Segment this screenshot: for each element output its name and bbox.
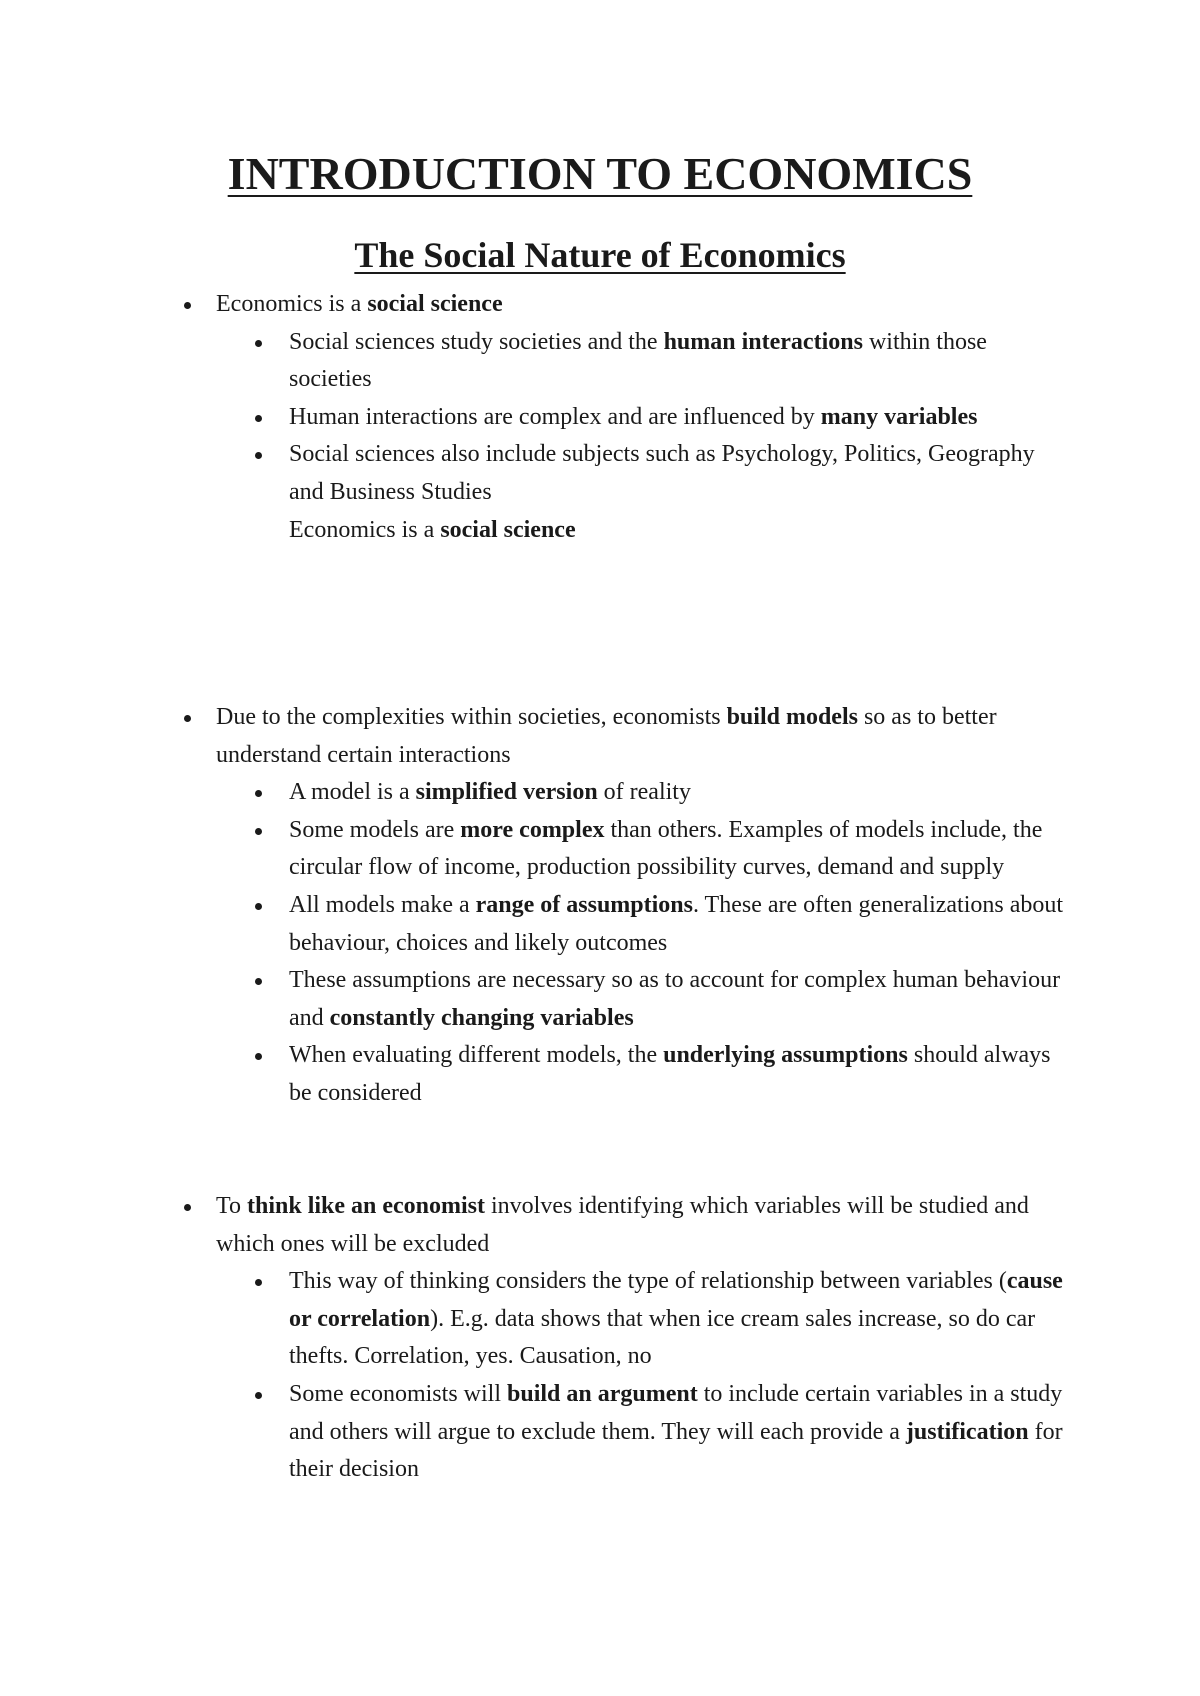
text-run: Human interactions are complex and are influenced by [289,403,821,430]
text-run: than others. Examples of models include, the circular flow of income, production possibility curves, demand and supply [289,816,1043,881]
bold-text: range of assumptions [475,891,693,918]
text-run: Some economists will [289,1380,507,1407]
text-run: A model is a [289,779,416,806]
bold-text: social science [367,291,503,317]
text-run: ). E.g. data shows that when ice cream sales increase, so do car thefts. Correlation, yes. Causation, no [289,1305,1036,1370]
list-item [0,286,1066,324]
list-item [0,1188,1066,1263]
sub-list-item [0,774,1069,812]
sub-list-item [0,962,1069,1037]
bold-text: many variables [820,403,978,430]
text-run: Some models are [289,816,461,843]
bold-text: build an argument [507,1380,698,1407]
sub-list-item [0,1263,1069,1376]
sub-list-item [0,1037,1069,1112]
text-run: within those societies [289,328,987,393]
bold-text: think like an economist [246,1193,486,1219]
text-run: All models make a [289,891,476,918]
text-run: should always be considered [289,1042,1051,1106]
text-run: . These are often generalizations about behaviour, choices and likely outcomes [289,891,1064,956]
sub-list-item [0,887,1069,962]
bullet-icon [255,340,262,347]
bullet-icon [255,1053,262,1060]
text-run: involves identifying which variables will be studied and which ones will be excluded [216,1193,1029,1257]
bullet-icon [255,1279,262,1286]
page-title: INTRODUCTION TO ECONOMICS [227,148,973,199]
bullet-icon [255,978,262,985]
bold-text: constantly changing variables [329,1004,634,1031]
bold-text: cause or correlation [289,1268,1063,1332]
continuation-line [0,512,1069,550]
text-run: Economics is a [216,291,368,317]
bullet-icon [255,452,262,459]
bullet-icon [255,903,262,910]
text-run: of reality [597,779,691,806]
bullet-icon [255,828,262,835]
bullet-icon [184,715,191,722]
text-run: These assumptions are necessary so as to account for complex human behaviour and [289,967,1061,1031]
text-run: This way of thinking considers the type of relationship between variables ( [289,1268,1007,1295]
bold-text: social science [440,516,576,543]
text-run: to include certain variables in a study and others will argue to exclude them. They will each provide a [289,1380,1063,1445]
bold-text: more complex [460,816,605,843]
bullet-icon [255,790,262,797]
sub-list-item [0,812,1069,887]
bold-text: simplified version [415,779,598,806]
bullet-icon [255,1392,262,1399]
section-social-science [0,286,1200,549]
bullet-icon [255,415,262,422]
bold-text: build models [726,704,858,730]
section-think-like-economist [0,1188,1200,1489]
section-models [0,699,1200,1113]
sub-list-item [0,436,1069,511]
bold-text: justification [905,1418,1029,1445]
text-run: Social sciences also include subjects such as Psychology, Politics, Geography and Business Studies [289,441,1035,505]
bullet-icon [184,302,191,309]
sub-list-item [0,399,1069,437]
bold-text: human interactions [663,328,863,355]
bullet-icon [184,1204,191,1211]
text-run: Economics is a [289,516,441,543]
sub-list-item [0,1376,1069,1489]
section-heading: The Social Nature of Economics [354,235,846,275]
text-run: To [216,1193,247,1219]
text-run: Social sciences study societies and the [289,328,664,355]
text-run: so as to better understand certain interactions [216,704,997,768]
sub-list-item [0,324,1069,399]
list-item [0,699,1066,774]
text-run: When evaluating different models, the [289,1042,664,1069]
bold-text: underlying assumptions [663,1042,908,1069]
text-run: Due to the complexities within societies, economists [216,704,727,730]
text-run: for their decision [289,1418,1063,1483]
